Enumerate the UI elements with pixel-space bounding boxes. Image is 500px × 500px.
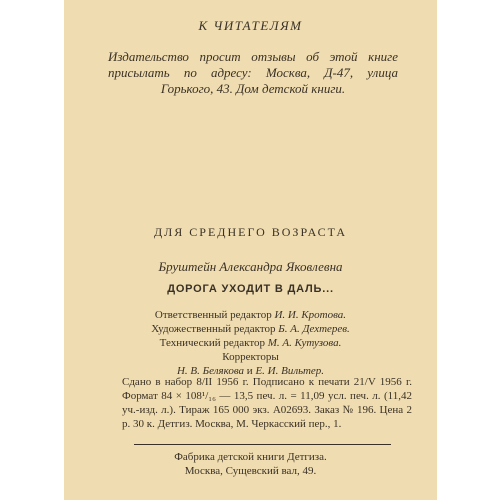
printer-address: Москва, Сущевский вал, 49. bbox=[184, 465, 317, 477]
responsible-editor-label: Ответственный редактор bbox=[154, 309, 272, 321]
divider-rule bbox=[134, 444, 391, 445]
tech-editor-label: Технический редактор bbox=[159, 337, 265, 349]
correctors-label: Корректоры bbox=[222, 351, 279, 363]
book-page bbox=[64, 0, 437, 500]
page-heading: К ЧИТАТЕЛЯМ bbox=[198, 18, 303, 33]
tech-editor-name: М. А. Кутузова. bbox=[267, 337, 342, 349]
art-editor-label: Художественный редактор bbox=[151, 323, 276, 335]
book-title: ДОРОГА УХОДИТ В ДАЛЬ... bbox=[167, 283, 334, 295]
art-editor bbox=[64, 322, 437, 336]
credits bbox=[64, 308, 437, 378]
publisher-notice: Издательство просит отзывы об этой книге присылать по адресу: Москва, Д-47, улица Горького, 43. Дом детской книги. bbox=[108, 49, 398, 96]
responsible-editor bbox=[64, 308, 437, 322]
tech-editor bbox=[64, 336, 437, 350]
printer-info bbox=[64, 450, 437, 478]
author-name: Бруштейн Александра Яковлевна bbox=[158, 259, 343, 274]
art-editor-name: Б. А. Дехтерев. bbox=[278, 323, 350, 335]
printer-name: Фабрика детской книги Детгиза. bbox=[174, 451, 327, 463]
responsible-editor-name: И. И. Кротова. bbox=[274, 309, 347, 321]
age-group: ДЛЯ СРЕДНЕГО ВОЗРАСТА bbox=[153, 225, 348, 239]
correctors-and: и bbox=[246, 365, 253, 377]
imprint-details: Сдано в набор 8/II 1956 г. Подписано к печати 21/V 1956 г. Формат 84 × 108¹/₁₆ — 13,5 печ. л. = 11,09 усл. печ. л. (11,42 уч.-изд. л.). Тираж 165 000 экз. А02693. Заказ № 196. Цена 2 р. 30 к. Детгиз. Москва, М. Черкасский пер., 1. bbox=[122, 376, 412, 430]
corrector-1: Н. В. Белякова bbox=[176, 365, 245, 377]
corrector-2: Е. И. Вильтер. bbox=[255, 365, 325, 377]
